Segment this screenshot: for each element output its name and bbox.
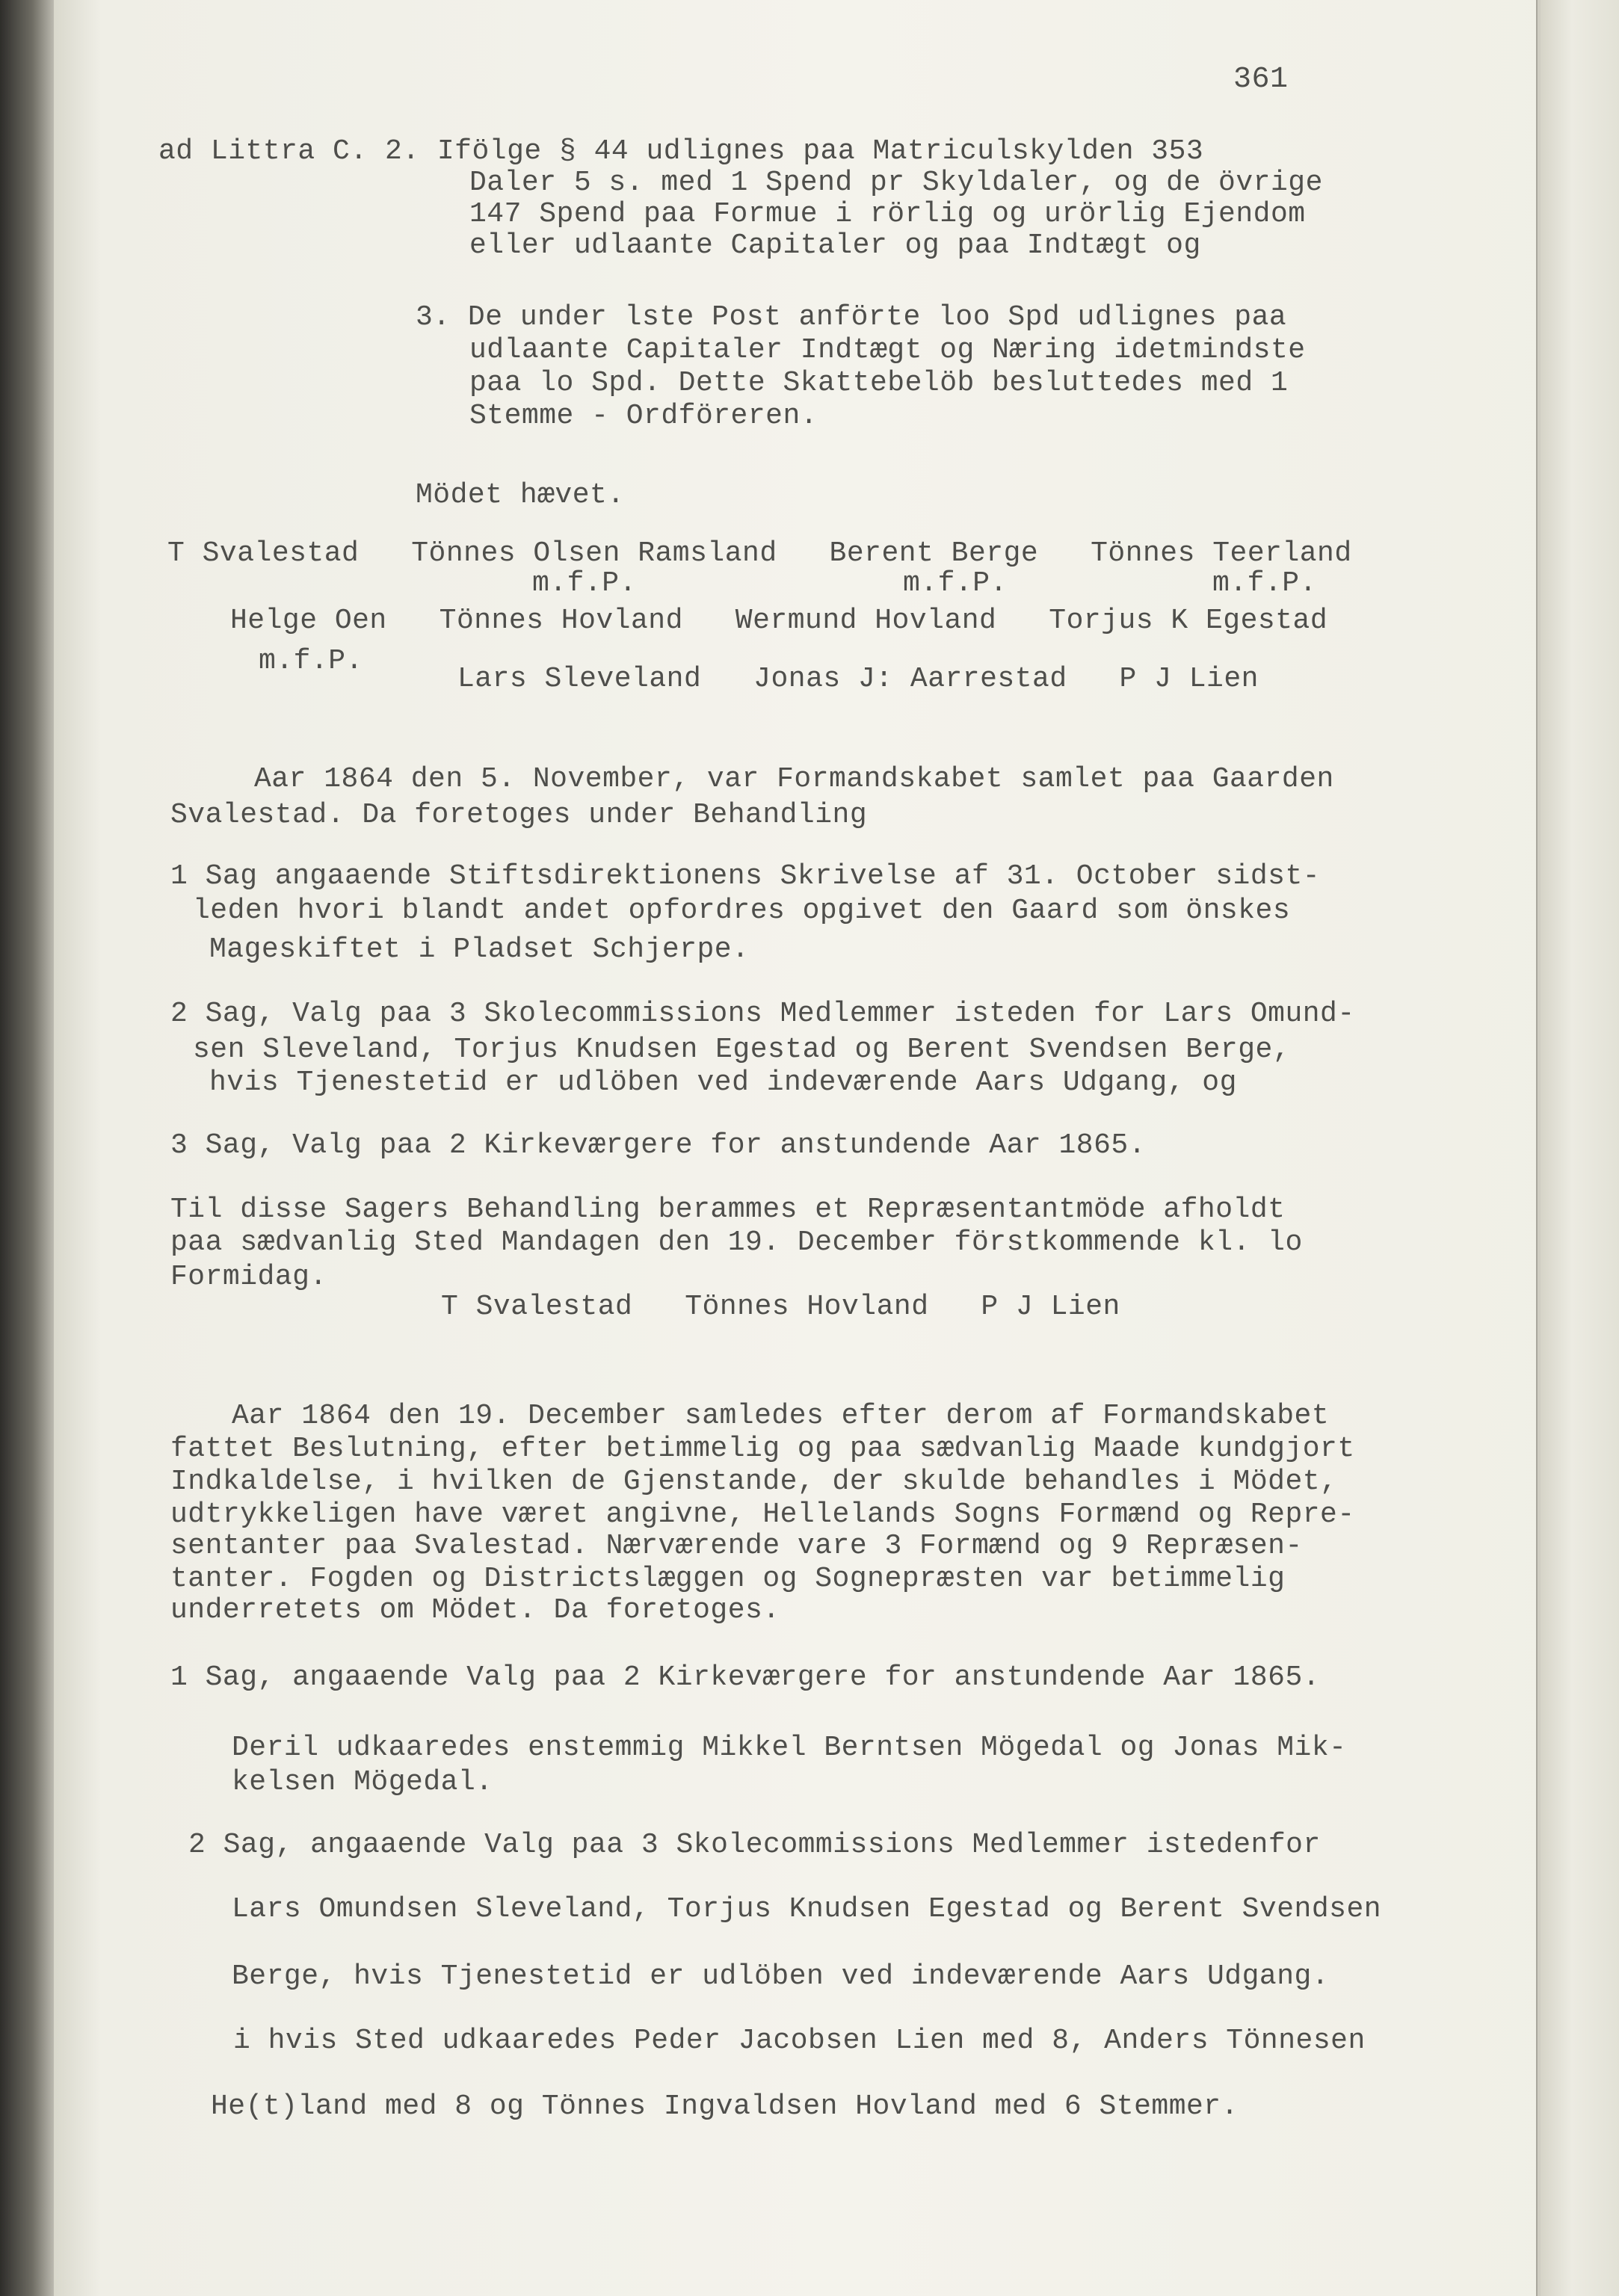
signature-title: m.f.P.	[259, 645, 363, 677]
text-line: Aar 1864 den 19. December samledes efter derom af Formandskabet	[232, 1400, 1330, 1432]
text-line: Aar 1864 den 5. November, var Formandskabet samlet paa Gaarden	[254, 763, 1334, 795]
text-line: i hvis Sted udkaaredes Peder Jacobsen Lien med 8, Anders Tönnesen	[233, 2025, 1366, 2057]
text-line: udtrykkeligen have været angivne, Hellelands Sogns Formænd og Repre-	[170, 1499, 1355, 1531]
text-line: sentanter paa Svalestad. Nærværende vare 3 Formænd og 9 Repræsen-	[170, 1530, 1303, 1562]
text-line: 3 Sag, Valg paa 2 Kirkeværgere for anstundende Aar 1865.	[170, 1129, 1147, 1161]
text-line: Stemme - Ordföreren.	[469, 400, 818, 432]
text-line: underretets om Mödet. Da foretoges.	[170, 1594, 780, 1626]
signature-line: T Svalestad Tönnes Olsen Ramsland Berent Berge Tönnes Teerland	[167, 537, 1352, 570]
text-line: kelsen Mögedal.	[232, 1766, 493, 1798]
text-line: 1 Sag angaaende Stiftsdirektionens Skrivelse af 31. October sidst-	[170, 860, 1321, 892]
text-line: He(t)land med 8 og Tönnes Ingvaldsen Hovland med 6 Stemmer.	[211, 2090, 1239, 2123]
signature-line: Helge Oen Tönnes Hovland Wermund Hovland Torjus K Egestad	[230, 605, 1328, 637]
page-number: 361	[1233, 63, 1289, 96]
text-line: sen Sleveland, Torjus Knudsen Egestad og Berent Svendsen Berge,	[193, 1034, 1291, 1066]
text-line: Formidag.	[170, 1261, 327, 1293]
text-line: udlaante Capitaler Indtægt og Næring idetmindste	[469, 334, 1306, 366]
text-line: tanter. Fogden og Districtslæggen og Sognepræsten var betimmelig	[170, 1563, 1286, 1595]
text-line: paa lo Spd. Dette Skattebelöb besluttedes med 1	[469, 367, 1289, 399]
signature-title: m.f.P.	[1212, 567, 1317, 599]
text-line: Deril udkaaredes enstemmig Mikkel Berntsen Mögedal og Jonas Mik-	[232, 1732, 1347, 1764]
text-line: 2 Sag, Valg paa 3 Skolecommissions Medlemmer isteden for Lars Omund-	[170, 998, 1355, 1030]
text-line: Berge, hvis Tjenestetid er udlöben ved indeværende Aars Udgang.	[232, 1960, 1330, 1993]
text-line: 1 Sag, angaaende Valg paa 2 Kirkeværgere for anstundende Aar 1865.	[170, 1661, 1321, 1694]
signature-title: m.f.P.	[532, 567, 637, 599]
text-line: hvis Tjenestetid er udlöben ved indeværende Aars Udgang, og	[209, 1067, 1237, 1099]
text-line: 2 Sag, angaaende Valg paa 3 Skolecommissions Medlemmer istedenfor	[188, 1829, 1321, 1861]
book-gutter	[0, 0, 54, 2296]
signature-line: Lars Sleveland Jonas J: Aarrestad P J Lien	[457, 663, 1259, 695]
text-line: ad Littra C. 2. Ifölge § 44 udlignes paa Matriculskylden 353	[158, 135, 1204, 167]
text-line: 147 Spend paa Formue i rörlig og urörlig Ejendom	[469, 198, 1306, 230]
text-line: leden hvori blandt andet opfordres opgivet den Gaard som önskes	[193, 895, 1291, 927]
text-line: Daler 5 s. med 1 Spend pr Skyldaler, og de övrige	[469, 167, 1323, 199]
text-line: fattet Beslutning, efter betimmelig og paa sædvanlig Maade kundgjort	[170, 1433, 1355, 1465]
text-line: Svalestad. Da foretoges under Behandling	[170, 799, 868, 831]
page-right-margin	[1541, 0, 1619, 2296]
signature-line: T Svalestad Tönnes Hovland P J Lien	[441, 1291, 1120, 1323]
text-line: 3. De under lste Post anförte loo Spd udlignes paa	[416, 301, 1287, 333]
text-line: Til disse Sagers Behandling berammes et Repræsentantmöde afholdt	[170, 1194, 1286, 1226]
text-line: Mödet hævet.	[416, 479, 625, 511]
signature-title: m.f.P.	[903, 567, 1008, 599]
text-line: Mageskiftet i Pladset Schjerpe.	[209, 933, 750, 966]
text-line: Indkaldelse, i hvilken de Gjenstande, der skulde behandles i Mödet,	[170, 1466, 1338, 1498]
text-line: eller udlaante Capitaler og paa Indtægt og	[469, 229, 1201, 262]
text-line: paa sædvanlig Sted Mandagen den 19. December förstkommende kl. lo	[170, 1226, 1303, 1259]
text-line: Lars Omundsen Sleveland, Torjus Knudsen Egestad og Berent Svendsen	[232, 1893, 1382, 1925]
